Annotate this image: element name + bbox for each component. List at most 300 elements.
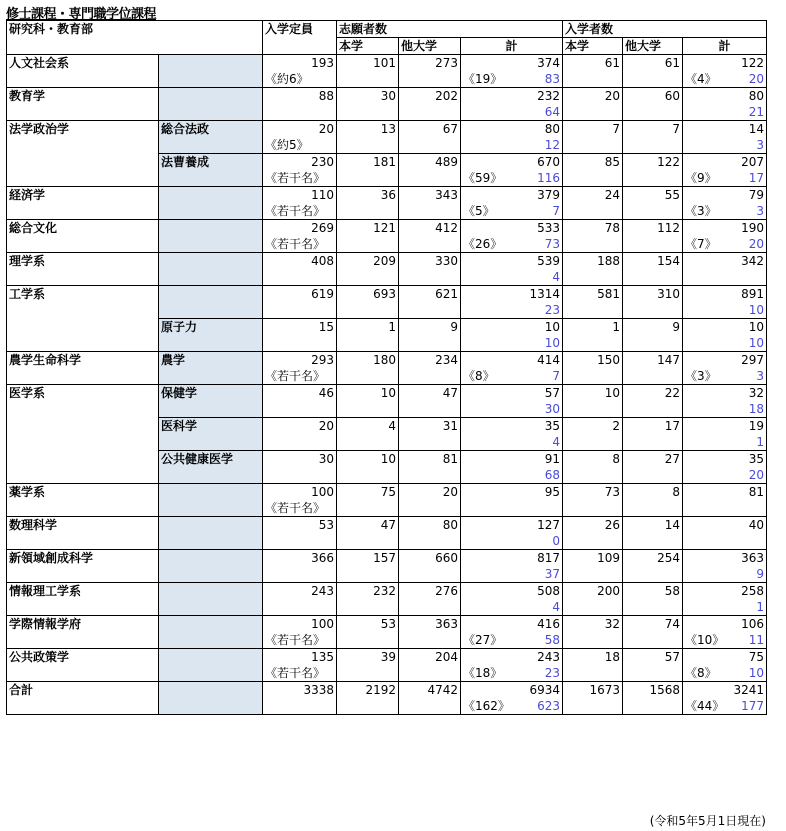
admitted-total: 190	[683, 220, 767, 237]
applicants-other: 81	[399, 451, 461, 468]
applicants-own-blank	[337, 434, 399, 451]
admitted-other-blank	[623, 236, 683, 253]
table-row-sub	[7, 434, 767, 451]
capacity-note	[263, 302, 337, 319]
admitted-foreign-note: 《3》	[685, 204, 717, 218]
table-row-sub	[7, 104, 767, 121]
dept-name-blank	[7, 203, 159, 220]
admitted-other: 154	[623, 253, 683, 270]
dept-name: 情報理工学系	[7, 583, 159, 600]
admitted-own-blank	[563, 203, 623, 220]
capacity-note	[263, 566, 337, 583]
dept-name: 教育学	[7, 88, 159, 105]
applicants-own-blank	[337, 71, 399, 88]
applicants-total: 91	[461, 451, 563, 468]
applicants-own: 10	[337, 451, 399, 468]
admissions-table	[6, 20, 767, 715]
sub-dept-blank	[159, 104, 263, 121]
capacity-note: 《若干名》	[263, 500, 337, 517]
applicants-own: 693	[337, 286, 399, 303]
dept-name	[7, 319, 159, 336]
table-row	[7, 583, 767, 600]
admitted-other: 74	[623, 616, 683, 633]
applicants-sub-value: 83	[544, 72, 560, 86]
applicants-total-detail	[461, 500, 563, 517]
applicants-foreign-note: 《162》	[463, 699, 510, 713]
dept-name	[7, 451, 159, 468]
admitted-total-detail	[683, 368, 767, 385]
applicants-own: 13	[337, 121, 399, 138]
applicants-own: 180	[337, 352, 399, 369]
applicants-total: 416	[461, 616, 563, 633]
admitted-other-blank	[623, 368, 683, 385]
dept-name: 学際情報学府	[7, 616, 159, 633]
admitted-own: 24	[563, 187, 623, 204]
applicants-other: 412	[399, 220, 461, 237]
applicants-foreign-note: 《19》	[463, 72, 503, 86]
applicants-sub-value: 58	[544, 633, 560, 647]
applicants-total-detail	[461, 599, 563, 616]
admitted-own-blank	[563, 698, 623, 715]
admitted-other: 7	[623, 121, 683, 138]
admitted-foreign-note: 《7》	[685, 237, 717, 251]
admitted-other-blank	[623, 533, 683, 550]
admitted-total-detail	[683, 698, 767, 715]
dept-name: 薬学系	[7, 484, 159, 501]
applicants-other-blank	[399, 302, 461, 319]
admitted-total: 19	[683, 418, 767, 435]
admitted-total: 258	[683, 583, 767, 600]
admitted-total-detail	[683, 566, 767, 583]
admitted-own: 20	[563, 88, 623, 105]
applicants-total: 1314	[461, 286, 563, 303]
admitted-total: 40	[683, 517, 767, 534]
applicants-other-blank	[399, 104, 461, 121]
admitted-sub-value: 11	[748, 633, 764, 647]
admitted-sub-value: 3	[756, 138, 764, 152]
applicants-own: 75	[337, 484, 399, 501]
table-row	[7, 55, 767, 72]
admitted-sub-value: 18	[748, 402, 764, 416]
applicants-foreign-note: 《5》	[463, 204, 495, 218]
applicants-sub-value: 623	[537, 699, 560, 713]
header-sub: 計	[683, 38, 767, 55]
sub-dept-name	[159, 55, 263, 72]
admitted-sub-value: 3	[756, 204, 764, 218]
applicants-foreign-note: 《26》	[463, 237, 503, 251]
admitted-own-blank	[563, 137, 623, 154]
admitted-own-blank	[563, 104, 623, 121]
admitted-own: 26	[563, 517, 623, 534]
sub-dept-blank	[159, 533, 263, 550]
applicants-other: 276	[399, 583, 461, 600]
sub-dept-blank	[159, 500, 263, 517]
table-row	[7, 286, 767, 303]
applicants-own: 232	[337, 583, 399, 600]
admitted-other-blank	[623, 71, 683, 88]
table-row	[7, 550, 767, 567]
applicants-total: 414	[461, 352, 563, 369]
capacity: 30	[263, 451, 337, 468]
admitted-total: 3241	[683, 682, 767, 699]
header-sub: 他大学	[399, 38, 461, 55]
admitted-own-blank	[563, 269, 623, 286]
capacity-note: 《若干名》	[263, 632, 337, 649]
admitted-own-blank	[563, 599, 623, 616]
dept-name: 合計	[7, 682, 159, 699]
applicants-other: 67	[399, 121, 461, 138]
table-row-sub	[7, 170, 767, 187]
applicants-own: 1	[337, 319, 399, 336]
capacity-note	[263, 269, 337, 286]
applicants-total-detail	[461, 467, 563, 484]
admitted-own: 85	[563, 154, 623, 171]
capacity: 366	[263, 550, 337, 567]
applicants-sub-value: 4	[552, 270, 560, 284]
header-sub: 計	[461, 38, 563, 55]
sub-dept-name: 保健学	[159, 385, 263, 402]
table-row-sub	[7, 698, 767, 715]
admitted-sub-value: 9	[756, 567, 764, 581]
capacity-note: 《若干名》	[263, 203, 337, 220]
admitted-other: 254	[623, 550, 683, 567]
capacity-note: 《約6》	[263, 71, 337, 88]
admitted-foreign-note: 《9》	[685, 171, 717, 185]
applicants-other: 621	[399, 286, 461, 303]
table-row-sub	[7, 401, 767, 418]
applicants-own-blank	[337, 170, 399, 187]
admitted-own-blank	[563, 566, 623, 583]
admitted-own: 10	[563, 385, 623, 402]
capacity: 15	[263, 319, 337, 336]
admitted-total-detail	[683, 665, 767, 682]
applicants-other: 47	[399, 385, 461, 402]
dept-name-blank	[7, 500, 159, 517]
sub-dept-name	[159, 682, 263, 699]
admitted-sub-value: 20	[748, 72, 764, 86]
admitted-other: 112	[623, 220, 683, 237]
table-row-sub	[7, 500, 767, 517]
applicants-total-detail	[461, 698, 563, 715]
applicants-sub-value: 64	[544, 105, 560, 119]
capacity-note	[263, 434, 337, 451]
sub-dept-blank	[159, 599, 263, 616]
admitted-other-blank	[623, 698, 683, 715]
table-row	[7, 220, 767, 237]
applicants-own-blank	[337, 401, 399, 418]
admitted-other: 57	[623, 649, 683, 666]
capacity: 46	[263, 385, 337, 402]
admitted-own-blank	[563, 533, 623, 550]
applicants-total-detail	[461, 368, 563, 385]
dept-name-blank	[7, 269, 159, 286]
applicants-other: 20	[399, 484, 461, 501]
applicants-other-blank	[399, 434, 461, 451]
dept-name-blank	[7, 170, 159, 187]
admitted-foreign-note: 《4》	[685, 72, 717, 86]
applicants-total: 508	[461, 583, 563, 600]
sub-dept-name	[159, 484, 263, 501]
admitted-own: 61	[563, 55, 623, 72]
admitted-total-detail	[683, 434, 767, 451]
sub-dept-name	[159, 583, 263, 600]
admitted-total-detail	[683, 599, 767, 616]
applicants-total-detail	[461, 137, 563, 154]
applicants-total-detail	[461, 302, 563, 319]
dept-name-blank	[7, 302, 159, 319]
applicants-own-blank	[337, 137, 399, 154]
applicants-other: 330	[399, 253, 461, 270]
applicants-own: 181	[337, 154, 399, 171]
applicants-other: 363	[399, 616, 461, 633]
table-row-sub	[7, 269, 767, 286]
applicants-total: 127	[461, 517, 563, 534]
sub-dept-name: 医科学	[159, 418, 263, 435]
table-row-sub	[7, 335, 767, 352]
capacity-note	[263, 533, 337, 550]
admitted-total-detail	[683, 236, 767, 253]
admitted-sub-value: 21	[748, 105, 764, 119]
applicants-own: 53	[337, 616, 399, 633]
admitted-own: 7	[563, 121, 623, 138]
applicants-sub-value: 7	[552, 369, 560, 383]
capacity-note: 《若干名》	[263, 665, 337, 682]
applicants-total-detail	[461, 335, 563, 352]
table-row-sub	[7, 302, 767, 319]
table-row	[7, 418, 767, 435]
admitted-total-detail	[683, 401, 767, 418]
capacity: 20	[263, 418, 337, 435]
applicants-other-blank	[399, 467, 461, 484]
applicants-own-blank	[337, 533, 399, 550]
dept-name-blank	[7, 467, 159, 484]
applicants-foreign-note: 《59》	[463, 171, 503, 185]
admitted-total: 32	[683, 385, 767, 402]
dept-name: 法学政治学	[7, 121, 159, 138]
applicants-total: 539	[461, 253, 563, 270]
admitted-sub-value: 3	[756, 369, 764, 383]
applicants-sub-value: 23	[544, 303, 560, 317]
admitted-other: 122	[623, 154, 683, 171]
applicants-total-detail	[461, 401, 563, 418]
capacity-note	[263, 335, 337, 352]
capacity: 193	[263, 55, 337, 72]
applicants-own-blank	[337, 665, 399, 682]
admitted-foreign-note: 《8》	[685, 666, 717, 680]
sub-dept-blank	[159, 434, 263, 451]
capacity-note	[263, 599, 337, 616]
dept-name-blank	[7, 434, 159, 451]
capacity: 230	[263, 154, 337, 171]
admitted-foreign-note: 《10》	[685, 633, 725, 647]
applicants-total-detail	[461, 269, 563, 286]
admitted-total: 10	[683, 319, 767, 336]
admitted-sub-value: 10	[748, 303, 764, 317]
admitted-other-blank	[623, 335, 683, 352]
admitted-other: 310	[623, 286, 683, 303]
admitted-own: 581	[563, 286, 623, 303]
sub-dept-name: 法曹養成	[159, 154, 263, 171]
sub-dept-name: 原子力	[159, 319, 263, 336]
applicants-other-blank	[399, 533, 461, 550]
header-applicants: 志願者数	[337, 21, 563, 38]
applicants-total: 374	[461, 55, 563, 72]
applicants-own: 4	[337, 418, 399, 435]
table-row-sub	[7, 665, 767, 682]
capacity: 53	[263, 517, 337, 534]
dept-name: 公共政策学	[7, 649, 159, 666]
table-row	[7, 385, 767, 402]
admitted-own: 188	[563, 253, 623, 270]
table-row-sub	[7, 137, 767, 154]
dept-name-blank	[7, 566, 159, 583]
sub-dept-blank	[159, 203, 263, 220]
applicants-total: 533	[461, 220, 563, 237]
admitted-own: 8	[563, 451, 623, 468]
table-row	[7, 517, 767, 534]
applicants-own-blank	[337, 698, 399, 715]
admitted-total: 35	[683, 451, 767, 468]
header-admitted: 入学者数	[563, 21, 767, 38]
admitted-sub-value: 1	[756, 435, 764, 449]
admitted-total-detail	[683, 203, 767, 220]
dept-name-blank	[7, 137, 159, 154]
applicants-total: 232	[461, 88, 563, 105]
table-row	[7, 616, 767, 633]
applicants-total: 57	[461, 385, 563, 402]
applicants-own-blank	[337, 104, 399, 121]
dept-name: 農学生命科学	[7, 352, 159, 369]
sub-dept-name: 総合法政	[159, 121, 263, 138]
applicants-total-detail	[461, 170, 563, 187]
sub-dept-blank	[159, 302, 263, 319]
dept-name: 経済学	[7, 187, 159, 204]
admitted-other: 8	[623, 484, 683, 501]
header-sub: 本学	[337, 38, 399, 55]
applicants-sub-value: 23	[544, 666, 560, 680]
admitted-other-blank	[623, 302, 683, 319]
admitted-other-blank	[623, 104, 683, 121]
table-row-sub	[7, 632, 767, 649]
dept-name-blank	[7, 401, 159, 418]
table-row	[7, 121, 767, 138]
footnote: (令和5年5月1日現在)	[649, 814, 766, 828]
applicants-other-blank	[399, 236, 461, 253]
admitted-total: 122	[683, 55, 767, 72]
admitted-own-blank	[563, 170, 623, 187]
table-row	[7, 649, 767, 666]
table-row	[7, 154, 767, 171]
admitted-other-blank	[623, 599, 683, 616]
admitted-total-detail	[683, 500, 767, 517]
sub-dept-name	[159, 286, 263, 303]
admitted-foreign-note: 《3》	[685, 369, 717, 383]
applicants-own: 36	[337, 187, 399, 204]
table-row-sub	[7, 599, 767, 616]
table-row	[7, 187, 767, 204]
sub-dept-blank	[159, 368, 263, 385]
capacity: 269	[263, 220, 337, 237]
applicants-total-detail	[461, 236, 563, 253]
admitted-own: 200	[563, 583, 623, 600]
applicants-sub-value: 4	[552, 600, 560, 614]
dept-name-blank	[7, 335, 159, 352]
applicants-other: 343	[399, 187, 461, 204]
sub-dept-blank	[159, 665, 263, 682]
sub-dept-name	[159, 187, 263, 204]
applicants-other-blank	[399, 269, 461, 286]
admitted-total-detail	[683, 335, 767, 352]
applicants-total: 6934	[461, 682, 563, 699]
applicants-own: 39	[337, 649, 399, 666]
sub-dept-name	[159, 616, 263, 633]
dept-name: 医学系	[7, 385, 159, 402]
table-row-sub	[7, 566, 767, 583]
sub-dept-blank	[159, 236, 263, 253]
dept-name: 数理科学	[7, 517, 159, 534]
admitted-own: 2	[563, 418, 623, 435]
header-sub: 本学	[563, 38, 623, 55]
table-row	[7, 484, 767, 501]
capacity: 100	[263, 616, 337, 633]
sub-dept-blank	[159, 269, 263, 286]
sub-dept-name	[159, 517, 263, 534]
admitted-other: 27	[623, 451, 683, 468]
applicants-other: 489	[399, 154, 461, 171]
dept-name: 総合文化	[7, 220, 159, 237]
admitted-other-blank	[623, 170, 683, 187]
applicants-other-blank	[399, 500, 461, 517]
admitted-other: 58	[623, 583, 683, 600]
sub-dept-blank	[159, 137, 263, 154]
sub-dept-blank	[159, 632, 263, 649]
applicants-own-blank	[337, 335, 399, 352]
applicants-other-blank	[399, 566, 461, 583]
applicants-sub-value: 12	[544, 138, 560, 152]
applicants-own: 47	[337, 517, 399, 534]
applicants-total: 95	[461, 484, 563, 501]
admitted-other: 55	[623, 187, 683, 204]
admitted-own-blank	[563, 335, 623, 352]
admitted-own-blank	[563, 434, 623, 451]
admitted-total: 14	[683, 121, 767, 138]
applicants-total: 35	[461, 418, 563, 435]
header-dept: 研究科・教育部	[7, 21, 263, 55]
admitted-other-blank	[623, 632, 683, 649]
applicants-total: 10	[461, 319, 563, 336]
admitted-sub-value: 10	[748, 336, 764, 350]
admitted-own-blank	[563, 665, 623, 682]
admitted-sub-value: 20	[748, 237, 764, 251]
admitted-own: 78	[563, 220, 623, 237]
capacity-note: 《約5》	[263, 137, 337, 154]
applicants-own-blank	[337, 632, 399, 649]
admitted-own: 32	[563, 616, 623, 633]
admitted-other: 60	[623, 88, 683, 105]
admitted-total-detail	[683, 170, 767, 187]
applicants-other: 660	[399, 550, 461, 567]
applicants-own-blank	[337, 599, 399, 616]
applicants-sub-value: 4	[552, 435, 560, 449]
applicants-own: 209	[337, 253, 399, 270]
table-row-sub	[7, 467, 767, 484]
admitted-total: 363	[683, 550, 767, 567]
table-row-sub	[7, 533, 767, 550]
table-row	[7, 88, 767, 105]
dept-name: 人文社会系	[7, 55, 159, 72]
capacity: 619	[263, 286, 337, 303]
capacity: 100	[263, 484, 337, 501]
